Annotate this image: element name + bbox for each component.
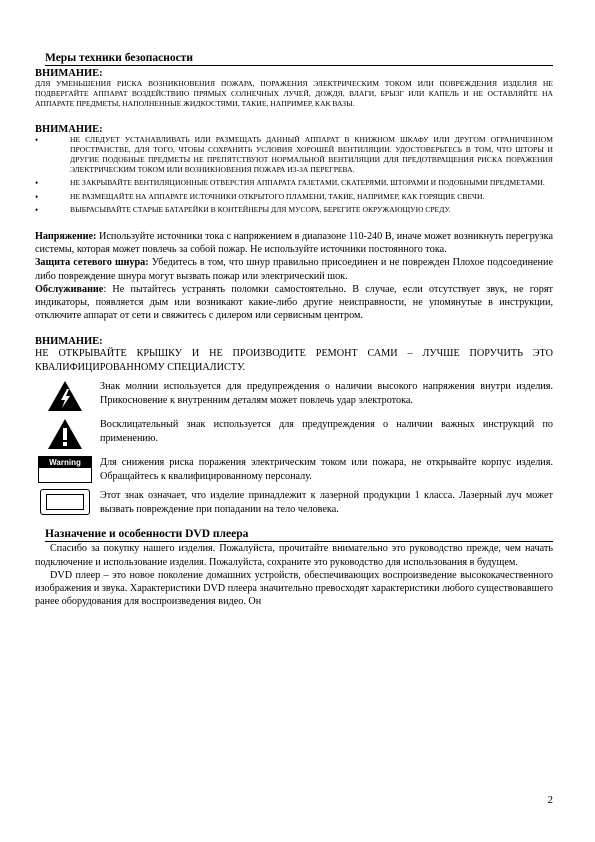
- exclamation-symbol-text: Восклицательный знак используется для предупреждения о наличии важных инструкций по применению.: [100, 419, 553, 444]
- cord-text: Убедитесь в том, что шнур правильно присоединен и не поврежден Плохое подсоединение либо повреждение шнура могут вызвать пожар или электрический шок.: [35, 257, 553, 282]
- warning-bullet-list: [35, 135, 553, 215]
- warning-text-3: НЕ ОТКРЫВАЙТЕ КРЫШКУ И НЕ ПРОИЗВОДИТЕ РЕМОНТ САМИ – ЛУЧШЕ ПОРУЧИТЬ ЭТО КВАЛИФИЦИРОВАННОМУ СПЕЦИАЛИСТУ.: [35, 348, 553, 373]
- list-item: • НЕ ЗАКРЫВАЙТЕ ВЕНТИЛЯЦИОННЫЕ ОТВЕРСТИЯ АППАРАТА ГАЗЕТАМИ, СКАТЕРЯМИ, ШТОРАМИ И ПОДОБНЫМИ ПРЕДМЕТАМИ.: [35, 178, 545, 189]
- service-label: Обслуживание: [35, 283, 104, 295]
- laser-class-icon: [40, 489, 90, 515]
- manual-page: [35, 52, 553, 608]
- warning-heading-1: ВНИМАНИЕ:: [35, 68, 103, 79]
- voltage-label: Напряжение:: [35, 231, 97, 243]
- warning-label-description: Для снижения риска поражения электрическим током или пожара, не открывайте корпус изделия. Обращайтесь к квалифицированному персоналу.: [100, 457, 553, 482]
- warning-label-icon: [38, 456, 92, 483]
- purpose-paragraph-1: Спасибо за покупку нашего изделия. Пожалуйста, прочитайте внимательно это руководство прежде, чем начать подключение и использование изделия. Пожалуйста, сохраните это руководство для использования в будущем.: [35, 543, 553, 568]
- service-paragraph: [35, 283, 553, 323]
- laser-symbol-text: Этот знак означает, что изделие принадлежит к лазерной продукции 1 класса. Лазерный луч может вызвать повреждение при попадании на тело человека.: [100, 490, 553, 515]
- bullet-icon: •: [35, 134, 39, 145]
- laser-symbol-row: [35, 489, 553, 516]
- warning-heading-2: ВНИМАНИЕ:: [35, 123, 103, 135]
- exclamation-warning-icon: [35, 418, 95, 450]
- voltage-paragraph: [35, 230, 553, 256]
- warning-heading-3: ВНИМАНИЕ:: [35, 336, 103, 348]
- purpose-paragraph-2: DVD плеер – это новое поколение домашних устройств, обеспечивающих воспроизведение высококачественного изображения и звука. Характеристики DVD плеера значительно превосходят характеристики любого существовавшего ранее оборудования для воспроизведения видео. Он: [35, 569, 553, 608]
- warning-label-row: [35, 456, 553, 483]
- lightning-symbol-text: Знак молнии используется для предупреждения о наличии высокого напряжения внутри изделия. Прикосновение к внутренним деталям может повлечь удар электротока.: [100, 381, 553, 406]
- purpose-section-title: Назначение и особенности DVD плеера: [45, 528, 553, 542]
- cord-paragraph: [35, 256, 553, 282]
- list-item: • НЕ РАЗМЕЩАЙТЕ НА АППАРАТЕ ИСТОЧНИКИ ОТКРЫТОГО ПЛАМЕНИ, ТАКИЕ, НАПРИМЕР, КАК ГОРЯЩИЕ СВЕЧИ.: [35, 191, 485, 202]
- page-number: 2: [547, 794, 553, 806]
- list-item: • ВЫБРАСЫВАЙТЕ СТАРЫЕ БАТАРЕЙКИ В КОНТЕЙНЕРЫ ДЛЯ МУСОРА, БЕРЕГИТЕ ОКРУЖАЮЩУЮ СРЕДУ.: [35, 204, 451, 215]
- warning-label-text: Warning: [39, 457, 91, 468]
- lightning-symbol-row: [35, 380, 553, 412]
- service-text: : Не пытайтесь устранять поломки самостоятельно. В случае, если отсутствует звук, не горят индикаторы, появляется дым или возникают какие-либо другие неисправности, не упомянутые в инструкции, отключите аппарат от сети и свяжитесь с дилером или сервисным центром.: [35, 283, 553, 322]
- warning-text-1: ДЛЯ УМЕНЬШЕНИЯ РИСКА ВОЗНИКНОВЕНИЯ ПОЖАРА, ПОРАЖЕНИЯ ЭЛЕКТРИЧЕСКИМ ТОКОМ ИЛИ ПОВРЕЖДЕНИЯ ИЗДЕЛИЯ НЕ ПОДВЕРГАЙТЕ АППАРАТ ВОЗДЕЙСТВИЮ ПРЯМЫХ СОЛНЕЧНЫХ ЛУЧЕЙ, ДОЖДЯ, ВЛАГИ, БРЫЗГ ИЛИ КАПЕЛЬ И НЕ ОСТАВЛЯЙТЕ НА АППАРАТЕ ПРЕДМЕТЫ, НАПОЛНЕННЫЕ ЖИДКОСТЯМИ, ТАКИЕ, НАПРИМЕР, КАК ВАЗЫ.: [35, 79, 553, 109]
- safety-section-title: Меры техники безопасности: [45, 52, 553, 66]
- voltage-text: Используйте источники тока с напряжением в диапазоне 110-240 В, иначе может возникнуть перегрузка системы, которая может повлечь за собой пожар. Не используйте источники постоянного тока.: [35, 231, 553, 256]
- bullet-icon: •: [35, 191, 39, 202]
- bullet-icon: •: [35, 178, 39, 189]
- bullet-icon: •: [35, 204, 39, 215]
- exclamation-symbol-row: [35, 418, 553, 450]
- list-item: • НЕ СЛЕДУЕТ УСТАНАВЛИВАТЬ ИЛИ РАЗМЕЩАТЬ ДАННЫЙ АППАРАТ В КНИЖНОМ ШКАФУ ИЛИ ДРУГОМ ОГРАНИЧЕННОМ ПРОСТРАНСТВЕ, ДЛЯ ТОГО, ЧТОБЫ СОХРАНИТЬ УСЛОВИЯ ХОРОШЕЙ ВЕНТИЛЯЦИИ. УДОСТОВЕРЬТЕСЬ В ТОМ, ЧТО ШТОРЫ И ДРУГИЕ ПОДОБНЫЕ ПРЕДМЕТЫ НЕ ПРЕПЯТСТВУЮТ НОРМАЛЬНОЙ ВЕНТИЛЯЦИИ ДЛЯ ПРЕДОТВРАЩЕНИЯ РИСКА ПОРАЖЕНИЯ ЭЛЕКТРИЧЕСКИМ ТОКОМ ИЛИ ВОЗНИКНОВЕНИЯ ПОЖАРА ИЗ-ЗА ПЕРЕГРЕВА.: [35, 134, 553, 175]
- cord-label: Защита сетевого шнура:: [35, 257, 149, 269]
- lightning-warning-icon: [35, 380, 95, 412]
